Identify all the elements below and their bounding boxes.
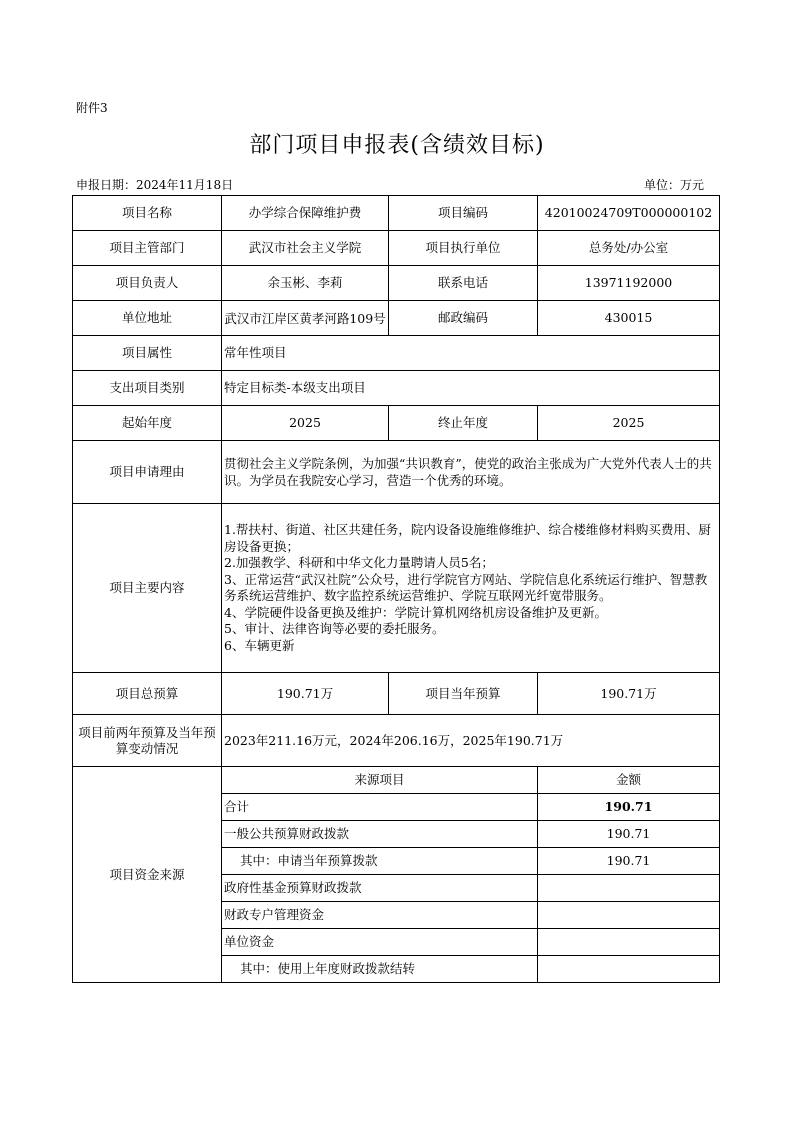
funding-amount: 190.71: [538, 848, 720, 875]
funding-amount: [538, 929, 720, 956]
funding-source: 单位资金: [222, 929, 538, 956]
content-label: 项目主要内容: [73, 504, 222, 673]
start-year-value: 2025: [222, 406, 389, 441]
dept-label: 项目主管部门: [73, 231, 222, 266]
exec-unit-value: 总务处/办公室: [538, 231, 720, 266]
content-item: 2.加强教学、科研和中华文化力量聘请人员5名；: [224, 555, 494, 570]
content-value: [222, 504, 720, 673]
dept-value: 武汉市社会主义学院: [222, 231, 389, 266]
funding-source: 合计: [222, 794, 538, 821]
funding-amount: 190.71: [538, 794, 720, 821]
project-name-label: 项目名称: [73, 196, 222, 231]
reason-label: 项目申请理由: [73, 441, 222, 504]
category-value: 特定目标类-本级支出项目: [222, 371, 720, 406]
attachment-label: 附件3: [76, 101, 108, 115]
unit-label: 单位：万元: [643, 178, 704, 192]
row-dept: [73, 231, 720, 266]
row-attribute: [73, 336, 720, 371]
content-item: 1.帮扶村、街道、社区共建任务，院内设备设施维修维护、综合楼维修材料购买费用、厨房设备更换；: [224, 522, 711, 554]
row-project-name: [73, 196, 720, 231]
exec-unit-label: 项目执行单位: [389, 231, 538, 266]
start-year-label: 起始年度: [73, 406, 222, 441]
row-budget: [73, 673, 720, 715]
address-value: 武汉市江岸区黄孝河路109号: [222, 301, 389, 336]
row-category: [73, 371, 720, 406]
attribute-value: 常年性项目: [222, 336, 720, 371]
year-budget-value: 190.71万: [538, 673, 720, 715]
row-address: [73, 301, 720, 336]
year-budget-label: 项目当年预算: [389, 673, 538, 715]
end-year-label: 终止年度: [389, 406, 538, 441]
funding-source: 政府性基金预算财政拨款: [222, 875, 538, 902]
funding-amount: [538, 875, 720, 902]
page-title: 部门项目申报表(含绩效目标): [249, 133, 545, 158]
row-leader: [73, 266, 720, 301]
row-history: [73, 715, 720, 767]
funding-header-amount: 金额: [538, 767, 720, 794]
leader-value: 余玉彬、李莉: [222, 266, 389, 301]
total-budget-label: 项目总预算: [73, 673, 222, 715]
content-item: 5、审计、法律咨询等必要的委托服务。: [224, 621, 445, 636]
project-code-value: 42010024709T000000102: [538, 196, 720, 231]
history-label: 项目前两年预算及当年预算变动情况: [73, 715, 222, 767]
project-code-label: 项目编码: [389, 196, 538, 231]
content-item: 4、学院硬件设备更换及维护：学院计算机网络机房设备维护及更新。: [224, 604, 607, 620]
funding-amount: [538, 956, 720, 983]
funding-source: 其中：使用上年度财政拨款结转: [222, 956, 538, 983]
funding-amount: [538, 902, 720, 929]
attribute-label: 项目属性: [73, 336, 222, 371]
funding-source: 其中：申请当年预算拨款: [222, 848, 538, 875]
report-date: 申报日期：2024年11月18日: [76, 178, 234, 192]
end-year-value: 2025: [538, 406, 720, 441]
funding-source: 财政专户管理资金: [222, 902, 538, 929]
funding-amount: 190.71: [538, 821, 720, 848]
content-item: 3、正常运营“武汉社院”公众号，进行学院官方网站、学院信息化系统运行维护、智慧教务系统运营维护、数字监控系统运营维护、学院互联网光纤宽带服务。: [224, 571, 708, 603]
history-value: 2023年211.16万元，2024年206.16万，2025年190.71万: [222, 715, 720, 767]
postcode-label: 邮政编码: [389, 301, 538, 336]
row-reason: [73, 441, 720, 504]
postcode-value: 430015: [538, 301, 720, 336]
funding-label: 项目资金来源: [73, 767, 222, 983]
row-content: [73, 504, 720, 673]
leader-label: 项目负责人: [73, 266, 222, 301]
funding-source: 一般公共预算财政拨款: [222, 821, 538, 848]
content-item: 6、车辆更新: [224, 637, 295, 653]
funding-header-source: 来源项目: [222, 767, 538, 794]
project-form-table: [72, 195, 720, 983]
phone-label: 联系电话: [389, 266, 538, 301]
project-name-value: 办学综合保障维护费: [222, 196, 389, 231]
reason-value: 贯彻社会主义学院条例，为加强“共识教育”，使党的政治主张成为广大党外代表人士的共识。为学员在我院安心学习，营造一个优秀的环境。: [222, 441, 720, 504]
row-years: [73, 406, 720, 441]
row-funding-header: [73, 767, 720, 794]
address-label: 单位地址: [73, 301, 222, 336]
total-budget-value: 190.71万: [222, 673, 389, 715]
phone-value: 13971192000: [538, 266, 720, 301]
category-label: 支出项目类别: [73, 371, 222, 406]
